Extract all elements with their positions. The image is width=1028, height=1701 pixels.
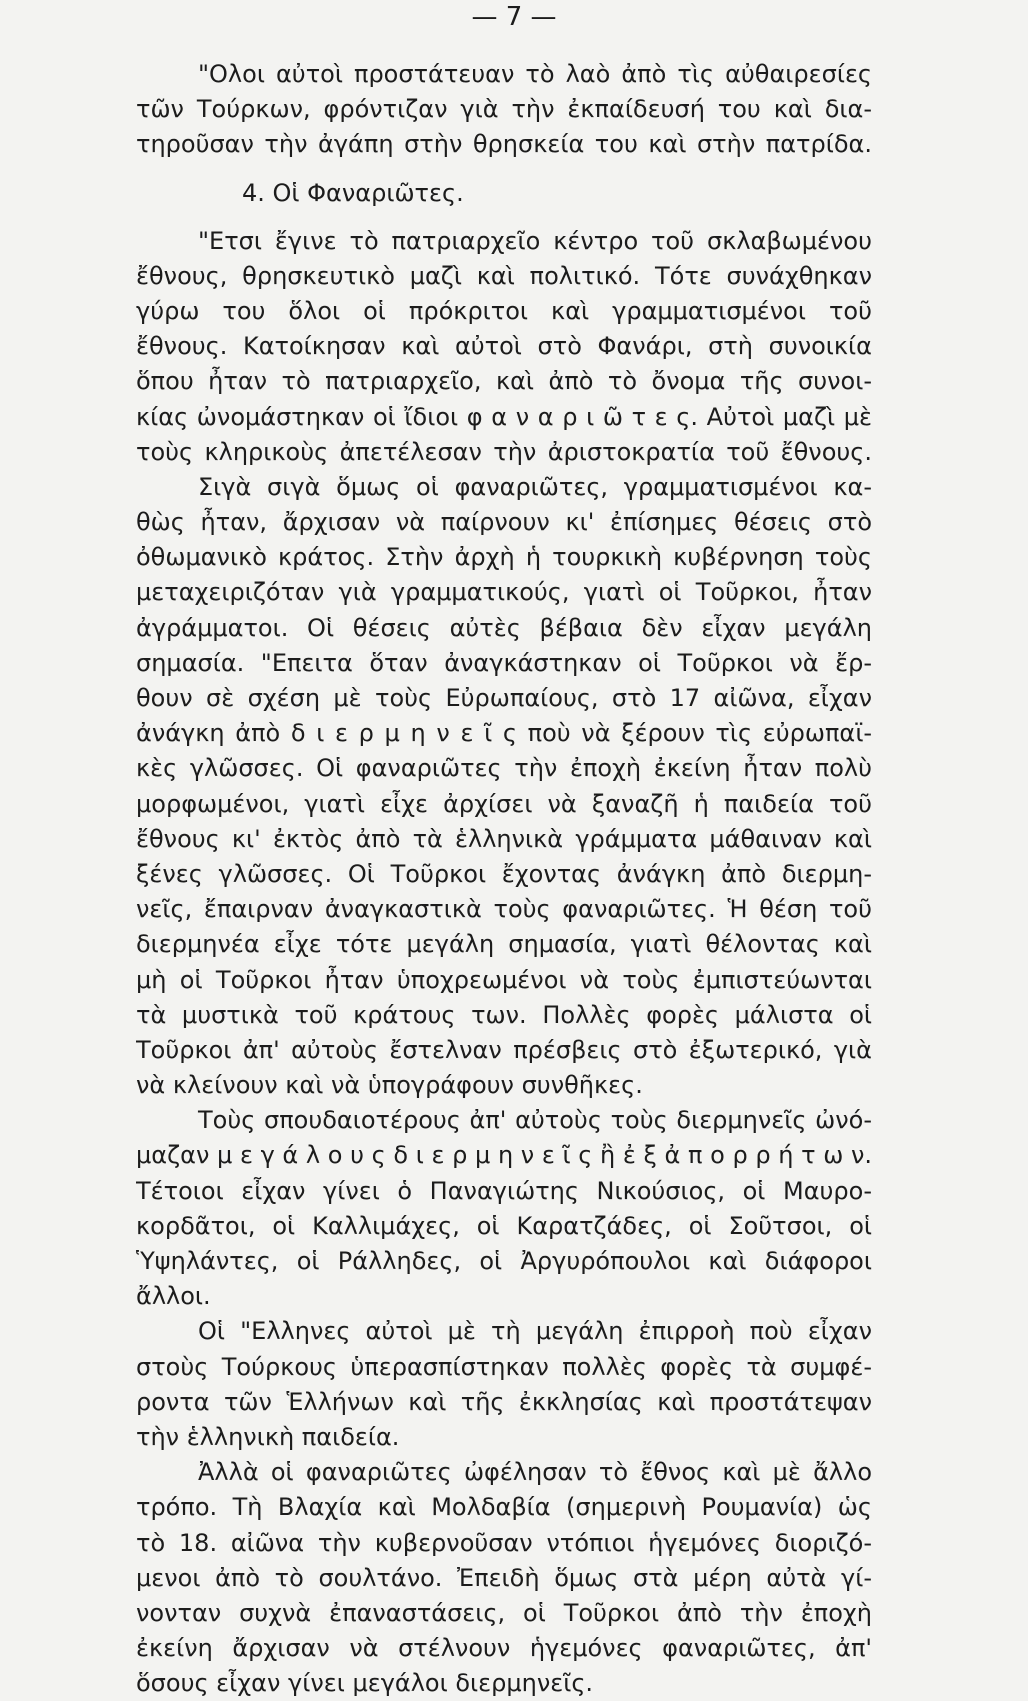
text-line: ἀγράμματοι. Οἱ θέσεις αὐτὲς βέβαια δὲν εἶχαν μεγάλη [136, 613, 872, 642]
text-line: κίας ὠνομάστηκαν οἱ ἴδιοι φ α ν α ρ ι ῶ τ ε ς. Αὐτοὶ μαζὶ μὲ [136, 402, 872, 431]
text-line: νεῖς, ἔπαιρναν ἀναγκαστικὰ τοὺς φαναριῶτες. Ἡ θέση τοῦ [136, 895, 872, 924]
paragraph [136, 1314, 872, 1455]
text-line: Οἱ "Ελληνες αὐτοὶ μὲ τὴ μεγάλη ἐπιρροὴ ποὺ εἶχαν [198, 1317, 872, 1346]
text-line: τρόπο. Τὴ Βλαχία καὶ Μολδαβία (σημερινὴ Ρουμανία) ὡς [136, 1493, 872, 1522]
paragraph [136, 57, 872, 163]
text-line: τὴν ἑλληνικὴ παιδεία. [136, 1422, 400, 1451]
text-line: σημασία. "Επειτα ὅταν ἀναγκάστηκαν οἱ Τοῦρκοι νὰ ἔρ- [136, 648, 872, 677]
text-line: γύρω του ὅλοι οἱ πρόκριτοι καὶ γραμματισμένοι τοῦ [136, 296, 872, 325]
text-line: ἐκείνη ἄρχισαν νὰ στέλνουν ἡγεμόνες φαναριῶτες, ἀπ' [136, 1634, 872, 1663]
text-line: ροντα τῶν Ἑλλήνων καὶ τῆς ἐκκλησίας καὶ προστάτεψαν [136, 1387, 872, 1416]
text-line: μαζαν μ ε γ ά λ ο υ ς δ ι ε ρ μ η ν ε ῖ ς ἢ ἐ ξ ἀ π ο ρ ρ ή τ ω ν. [136, 1141, 872, 1170]
text-line: Τοῦρκοι ἀπ' αὐτοὺς ἔστελναν πρέσβεις στὸ ἐξωτερικό, γιὰ [136, 1035, 872, 1064]
text-line: Τέτοιοι εἶχαν γίνει ὁ Παναγιώτης Νικούσιος, οἱ Μαυρο- [136, 1176, 872, 1205]
text-line: Σιγὰ σιγὰ ὅμως οἱ φαναριῶτες, γραμματισμένοι κα- [198, 472, 872, 501]
text-line: τοὺς κληρικοὺς ἀπετέλεσαν τὴν ἀριστοκρατία τοῦ ἔθνους. [136, 437, 872, 466]
page-number: — 7 — [471, 2, 557, 32]
text-line: κὲς γλῶσσες. Οἱ φαναριῶτες τὴν ἐποχὴ ἐκείνη ἦταν πολὺ [136, 754, 872, 783]
body-text [136, 57, 872, 1701]
section-heading: 4. Οἱ Φαναριῶτες. [242, 178, 464, 207]
paragraph [136, 1103, 872, 1314]
text-line: ὅσους εἶχαν γίνει μεγάλοι διερμηνεῖς. [136, 1669, 594, 1698]
text-line: τὸ 18. αἰῶνα τὴν κυβερνοῦσαν ντόπιοι ἡγεμόνες διοριζό- [136, 1528, 872, 1557]
text-line: τὰ μυστικὰ τοῦ κράτους των. Πολλὲς φορὲς μάλιστα οἱ [136, 1000, 872, 1029]
text-line: ἀνάγκη ἀπὸ δ ι ε ρ μ η ν ε ῖ ς ποὺ νὰ ξέρουν τὶς εὐρωπαϊ- [136, 719, 872, 748]
text-line: στοὺς Τούρκους ὑπερασπίστηκαν πολλὲς φορὲς τὰ συμφέ- [136, 1352, 872, 1381]
text-line: "Ετσι ἔγινε τὸ πατριαρχεῖο κέντρο τοῦ σκλαβωμένου [198, 226, 872, 255]
text-line: ἄλλοι. [136, 1282, 211, 1311]
paragraph [136, 1455, 872, 1701]
text-line: "Ολοι αὐτοὶ προστάτευαν τὸ λαὸ ἀπὸ τὶς αὐθαιρεσίες [198, 60, 872, 88]
text-line: μεταχειριζόταν γιὰ γραμματικούς, γιατὶ οἱ Τοῦρκοι, ἦταν [136, 578, 872, 607]
text-line: μενοι ἀπὸ τὸ σουλτάνο. Ἐπειδὴ ὅμως στὰ μέρη αὐτὰ γί- [136, 1563, 872, 1592]
text-line: ἔθνους, θρησκευτικὸ μαζὶ καὶ πολιτικό. Τότε συνάχθηκαν [136, 261, 872, 290]
text-line: ἔθνους κι' ἐκτὸς ἀπὸ τὰ ἑλληνικὰ γράμματα μάθαιναν καὶ [136, 824, 872, 853]
spacer [136, 207, 872, 224]
text-line: νονταν συχνὰ ἐπαναστάσεις, οἱ Τοῦρκοι ἀπὸ τὴν ἐποχὴ [136, 1598, 872, 1627]
paragraph [136, 224, 872, 470]
text-line: ὀθωμανικὸ κράτος. Στὴν ἀρχὴ ἡ τουρκικὴ κυβέρνηση τοὺς [136, 543, 872, 572]
paragraph [136, 470, 872, 1103]
text-line: διερμηνέα εἶχε τότε μεγάλη σημασία, γιατὶ θέλοντας καὶ [136, 930, 872, 959]
text-line: τηροῦσαν τὴν ἀγάπη στὴν θρησκεία του καὶ στὴν πατρίδα. [136, 130, 872, 159]
text-line: θὼς ἦταν, ἄρχισαν νὰ παίρνουν κι' ἐπίσημες θέσεις στὸ [136, 508, 872, 537]
text-line: μὴ οἱ Τοῦρκοι ἦταν ὑποχρεωμένοι νὰ τοὺς ἐμπιστεύωνται [136, 965, 872, 994]
text-line: ἔθνους. Κατοίκησαν καὶ αὐτοὶ στὸ Φανάρι, στὴ συνοικία [136, 332, 872, 361]
text-line: ὅπου ἦταν τὸ πατριαρχεῖο, καὶ ἀπὸ τὸ ὄνομα τῆς συνοι- [136, 367, 872, 396]
text-line: νὰ κλείνουν καὶ νὰ ὑπογράφουν συνθῆκες. [136, 1071, 643, 1100]
text-line: ξένες γλῶσσες. Οἱ Τοῦρκοι ἔχοντας ἀνάγκη ἀπὸ διερμη- [136, 859, 872, 888]
text-line: κορδᾶτοι, οἱ Καλλιμάχες, οἱ Καρατζάδες, οἱ Σοῦτσοι, οἱ [136, 1211, 872, 1240]
text-line: Ὑψηλάντες, οἱ Ράλληδες, οἱ Ἀργυρόπουλοι καὶ διάφοροι [136, 1247, 872, 1275]
text-line: θουν σὲ σχέση μὲ τοὺς Εὐρωπαίους, στὸ 17 αἰῶνα, εἶχαν [136, 684, 872, 712]
text-line: μορφωμένοι, γιατὶ εἶχε ἀρχίσει νὰ ξαναζῆ ἡ παιδεία τοῦ [136, 789, 872, 818]
text-line: Ἀλλὰ οἱ φαναριῶτες ὠφέλησαν τὸ ἔθνος καὶ μὲ ἄλλο [198, 1458, 872, 1487]
text-line: τῶν Τούρκων, φρόντιζαν γιὰ τὴν ἐκπαίδευσή του καὶ δια- [136, 95, 872, 124]
text-line: Τοὺς σπουδαιοτέρους ἀπ' αὐτοὺς τοὺς διερμηνεῖς ὠνό- [198, 1106, 872, 1135]
